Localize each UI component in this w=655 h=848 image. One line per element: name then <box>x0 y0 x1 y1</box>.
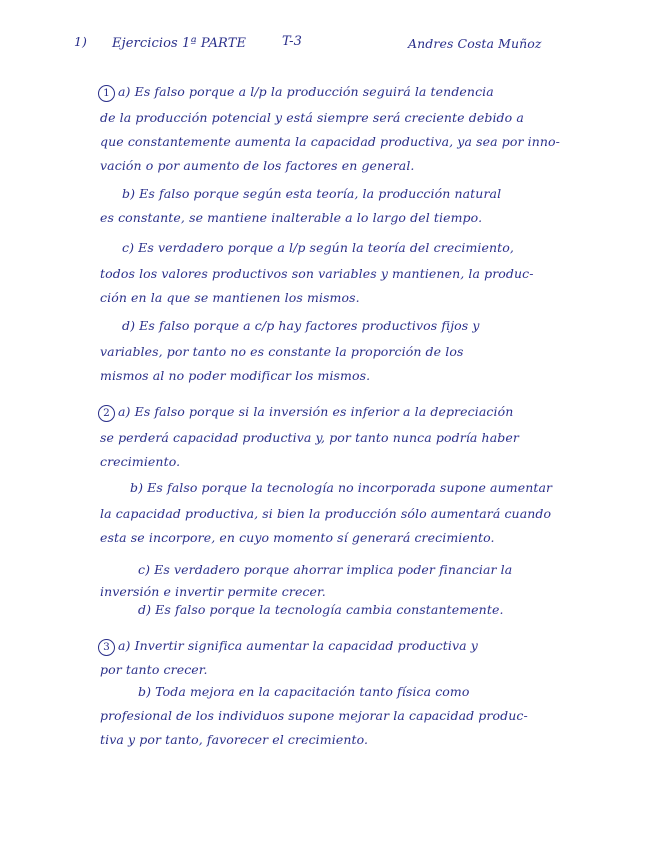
section-3a-line-2: por tanto crecer. <box>100 662 208 677</box>
section-2b-line-2: la capacidad productiva, si bien la producción sólo aumentará cuando <box>100 506 552 521</box>
section-2c-line-2: inversión e invertir permite crecer. <box>100 584 326 599</box>
section-1-line <box>98 84 494 102</box>
section-2d-line-1: d) Es falso porque la tecnología cambia constantemente. <box>138 602 504 617</box>
section-1c-line-3: ción en la que se mantienen los mismos. <box>100 290 360 305</box>
section-1-number-badge: 1 <box>98 85 115 102</box>
section-2-line <box>98 404 513 422</box>
section-2-number-badge: 2 <box>98 405 115 422</box>
section-1a-line-1: a) Es falso porque a l/p la producción seguirá la tendencia <box>118 84 494 99</box>
section-2a-line-1: a) Es falso porque si la inversión es inferior a la depreciación <box>118 404 514 419</box>
section-3a-line-1: a) Invertir significa aumentar la capacidad productiva y <box>118 638 478 653</box>
section-1c-line-2: todos los valores productivos son variables y mantienen, la produc- <box>100 266 534 281</box>
section-1b-line-2: es constante, se mantiene inalterable a lo largo del tiempo. <box>100 210 483 225</box>
section-1a-line-2: de la producción potencial y está siempre será creciente debido a <box>100 110 524 125</box>
section-1a-line-4: vación o por aumento de los factores en general. <box>100 158 415 173</box>
section-1a-line-3: que constantemente aumenta la capacidad productiva, ya sea por inno- <box>100 134 560 149</box>
topic-label: T-3 <box>282 34 302 49</box>
section-3b-line-2: profesional de los individuos supone mejorar la capacidad produc- <box>100 708 528 723</box>
section-3-line <box>98 638 478 656</box>
handwritten-page <box>60 22 600 812</box>
section-2a-line-3: crecimiento. <box>100 454 181 469</box>
section-1d-line-2: variables, por tanto no es constante la proporción de los <box>100 344 464 359</box>
section-2b-line-3: esta se incorpore, en cuyo momento sí generará crecimiento. <box>100 530 495 545</box>
page-number: 1) <box>74 34 88 49</box>
section-1d-line-3: mismos al no poder modificar los mismos. <box>100 368 371 383</box>
section-1c-line-1: c) Es verdadero porque a l/p según la teoría del crecimiento, <box>122 240 514 255</box>
section-3-number-badge: 3 <box>98 639 115 656</box>
section-2c-line-1: c) Es verdadero porque ahorrar implica poder financiar la <box>138 562 513 577</box>
section-3b-line-1: b) Toda mejora en la capacitación tanto física como <box>138 684 470 699</box>
page-title: Ejercicios 1ª PARTE <box>112 36 247 51</box>
section-2b-line-1: b) Es falso porque la tecnología no incorporada supone aumentar <box>130 480 553 495</box>
section-3b-line-3: tiva y por tanto, favorecer el crecimiento. <box>100 732 369 747</box>
section-2a-line-2: se perderá capacidad productiva y, por tanto nunca podría haber <box>100 430 519 445</box>
section-1b-line-1: b) Es falso porque según esta teoría, la producción natural <box>122 186 502 201</box>
section-1d-line-1: d) Es falso porque a c/p hay factores productivos fijos y <box>122 318 480 333</box>
author-name: Andres Costa Muñoz <box>408 36 542 51</box>
